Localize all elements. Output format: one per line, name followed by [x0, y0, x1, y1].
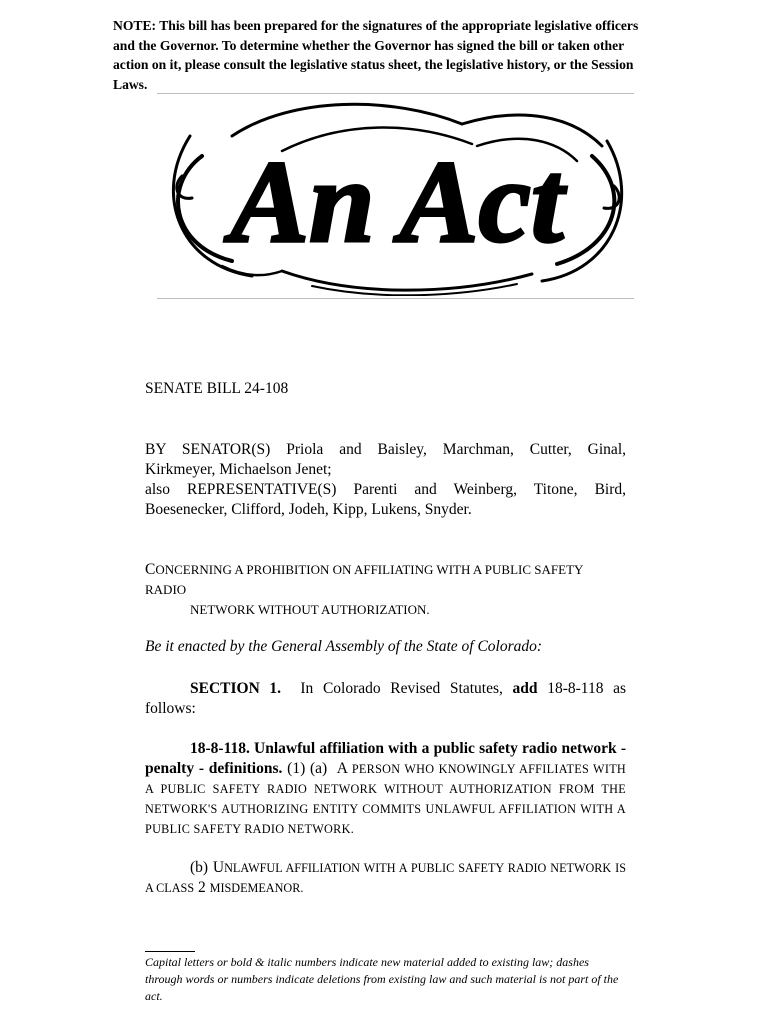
statute-subsection: (1) (a) — [287, 760, 328, 777]
bill-title-line-2: NETWORK WITHOUT AUTHORIZATION. — [190, 602, 430, 617]
section-1-label: SECTION 1. — [190, 680, 282, 697]
paragraph-b-label: (b) — [190, 859, 209, 876]
an-act-logo-text: An Act — [230, 136, 564, 267]
sponsors — [145, 440, 626, 520]
representatives-line-2: Boesenecker, Clifford, Jodeh, Kipp, Lukens, Snyder. — [145, 501, 472, 518]
an-act-logo — [162, 96, 632, 296]
statute-paragraph-b — [145, 858, 626, 898]
top-divider — [157, 93, 634, 94]
an-act-logo-graphic — [162, 96, 632, 296]
section-1-text-after: 18-8-118 as follows: — [145, 680, 627, 717]
paragraph-b-end: MISDEMEANOR. — [209, 881, 304, 895]
section-1 — [145, 679, 626, 719]
footnote: Capital letters or bold & italic numbers indicate new material added to existing law; dashes through words or numbers indicate deletions from existing law and such material is not part of the act. — [145, 955, 619, 1003]
paragraph-b-text: NLAWFUL AFFILIATION WITH A PUBLIC SAFETY RADIO NETWORK IS A CLASS — [145, 861, 627, 895]
section-1-text-before: In Colorado Revised Statutes, — [300, 680, 503, 697]
statute-a-initial: A — [336, 760, 348, 777]
representatives-line-1: also REPRESENTATIVE(S) Parenti and Weinberg, Titone, Bird, — [145, 481, 626, 498]
enacting-clause: Be it enacted by the General Assembly of the State of Colorado: — [145, 638, 543, 655]
paragraph-b-class-number: 2 — [197, 879, 206, 896]
bill-title — [145, 560, 626, 620]
bill-title-initial: C — [145, 561, 156, 578]
bill-number: SENATE BILL 24-108 — [145, 380, 289, 397]
footnote-rule — [145, 951, 195, 952]
bottom-divider — [157, 298, 634, 299]
statute-18-8-118 — [145, 739, 626, 839]
statute-heading: 18-8-118. Unlawful affiliation with a public safety radio network - penalty - definitions. — [145, 740, 626, 777]
senators-line-1: BY SENATOR(S) Priola and Baisley, Marchman, Cutter, Ginal, — [145, 441, 626, 458]
bill-title-line-1 — [145, 560, 626, 600]
statute-a-text: PERSON WHO KNOWINGLY AFFILIATES WITH A PUBLIC SAFETY RADIO NETWORK WITHOUT AUTHORIZATION FROM THE NETWORK'S AUTHORIZING ENTITY COMMITS UNLAWFUL AFFILIATION WITH A PUBLIC SAFETY RADIO NETWORK. — [145, 762, 627, 836]
bill-status-note: NOTE: This bill has been prepared for the signatures of the appropriate legislative officers and the Governor. To determine whether the Governor has signed the bill or taken other action on it, please consult the legislative status sheet, the legislative history, or the Session Laws. — [113, 18, 639, 92]
senators-line-2: Kirkmeyer, Michaelson Jenet; — [145, 461, 332, 478]
section-1-add: add — [512, 680, 538, 697]
bill-title-line-1-text: ONCERNING A PROHIBITION ON AFFILIATING WITH A PUBLIC SAFETY RADIO — [145, 562, 584, 597]
paragraph-b-initial: U — [212, 859, 225, 876]
